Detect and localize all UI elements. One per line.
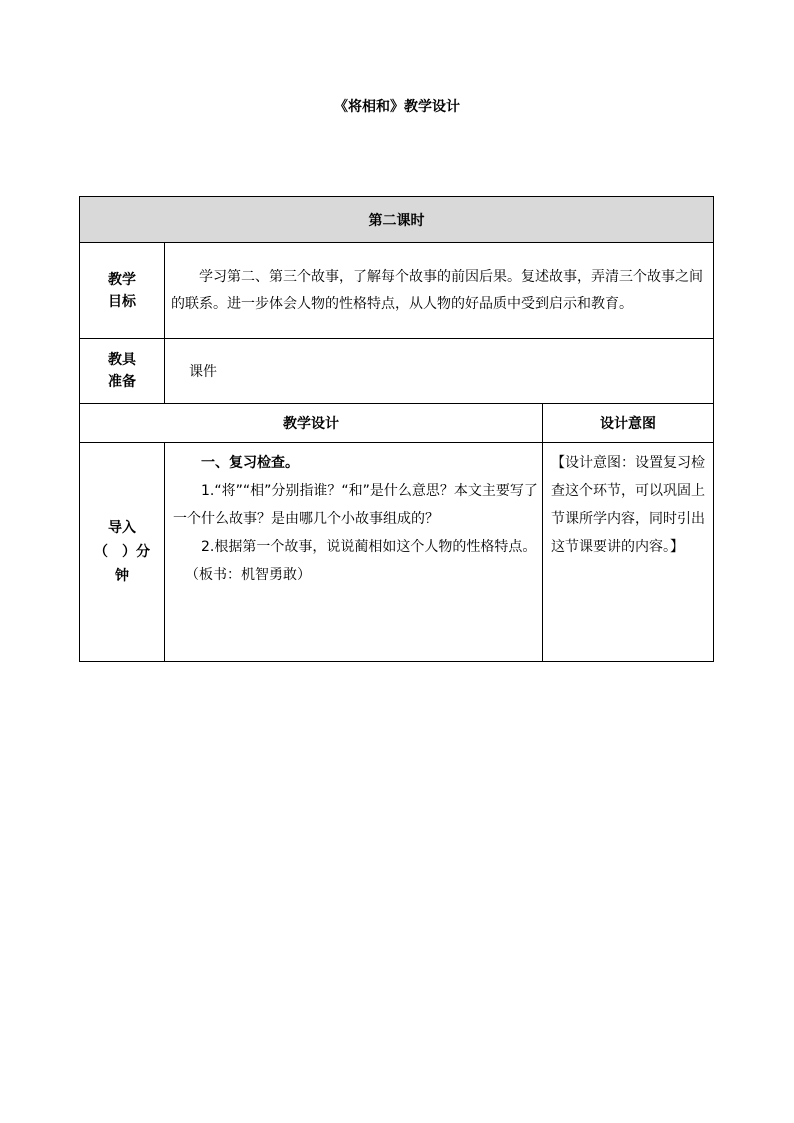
session-label: 第二课时 xyxy=(80,197,714,243)
objectives-text: 学习第二、第三个故事，了解每个故事的前因后果。复述故事，弄清三个故事之间的联系。进一步体会人物的性格特点，从人物的好品质中受到启示和教育。 xyxy=(165,243,714,339)
preparation-label-line1: 教具 xyxy=(108,352,136,368)
objectives-label xyxy=(80,243,165,339)
objectives-label-line2: 目标 xyxy=(108,293,136,310)
preparation-row xyxy=(80,339,714,404)
intro-label xyxy=(80,443,165,662)
intro-item-1: 1.“将”“相”分别指谁？“和”是什么意思？本文主要写了一个什么故事？是由哪几个小故事组成的？ xyxy=(173,483,538,527)
session-row xyxy=(80,197,714,243)
intro-row xyxy=(80,443,714,662)
section-header-row xyxy=(80,404,714,443)
intro-heading: 一、复习检查。 xyxy=(201,455,299,471)
lesson-plan-table xyxy=(79,196,714,662)
intro-content xyxy=(165,443,543,662)
document-title: 《将相和》教学设计 xyxy=(334,99,460,115)
objectives-row xyxy=(80,243,714,339)
preparation-label-line2: 准备 xyxy=(108,374,136,390)
preparation-text: 课件 xyxy=(165,339,714,404)
intent-header: 设计意图 xyxy=(543,404,714,443)
intro-label-line3: 钟 xyxy=(115,568,129,584)
board-note: （板书：机智勇敢） xyxy=(185,567,311,583)
intro-label-line1: 导入 xyxy=(108,520,136,536)
intro-intent: 【设计意图：设置复习检查这个环节，可以巩固上节课所学内容，同时引出这节课要讲的内容。】 xyxy=(543,443,714,662)
objectives-label-line1: 教学 xyxy=(108,271,136,288)
preparation-label xyxy=(80,339,165,404)
intro-item-2: 2.根据第一个故事，说说蔺相如这个人物的性格特点。 xyxy=(201,539,537,555)
intro-label-line2: （ ）分 xyxy=(94,544,150,560)
design-header: 教学设计 xyxy=(80,404,543,443)
